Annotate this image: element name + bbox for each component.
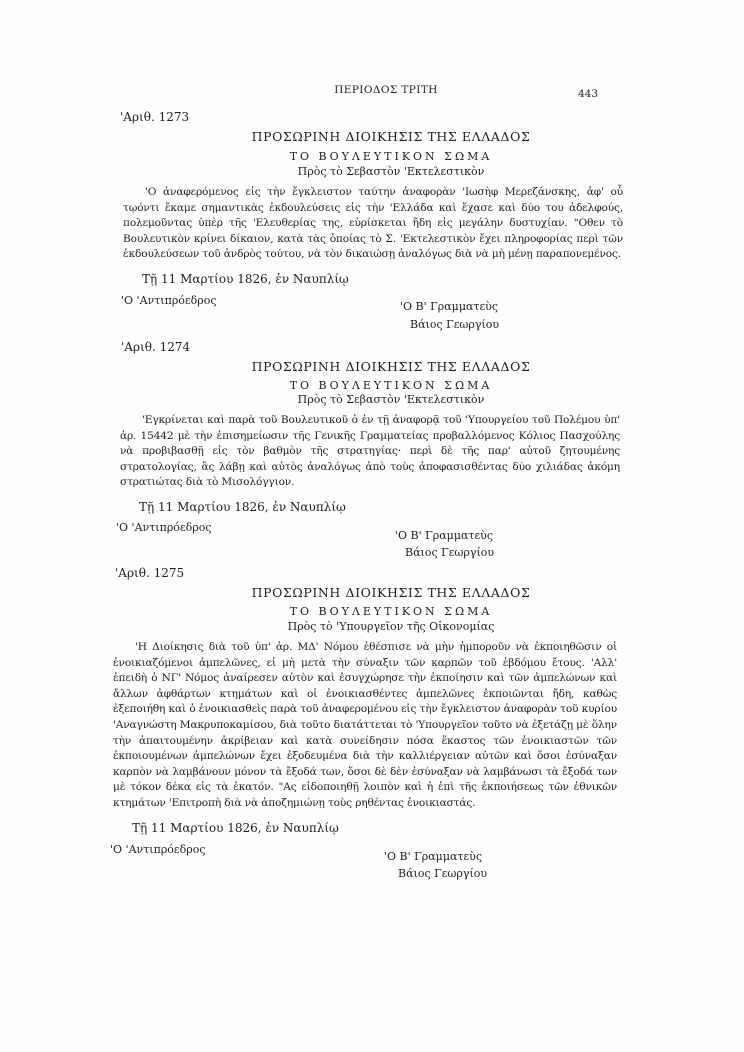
addressee: Πρὸς τὸ Σεβαστὸν 'Εκτελεστικὸν (297, 165, 485, 178)
vice-president-signature: 'Ο 'Αντιπρόεδρος (110, 843, 206, 856)
page-number: 443 (578, 88, 599, 100)
document-text: 'Εγκρίνεται καὶ παρὰ τοῦ Βουλευτικοῦ ὁ ἐν τῇ ἀναφορᾷ τοῦ 'Υπουργείου τοῦ Πολέμου ὑπ' ἀρ. 15442 μὲ τὴν ἐπισημείωσιν τῆς Γενικῆς Γραμματείας προβαλλόμενος Κόλιος Πασχούλης νὰ προβιβασθῇ εἰς τὸν βαθμὸν τῆς στρατηγίας· περὶ δὲ τῆς παρ' αὐτοῦ ζητουμένης στρατολογίας, ἂς λάβῃ καὶ αὐτὸς ἀναλόγως ἀπὸ τοὺς ἀποφασισθέντας δύο χιλιάδας ἀκόμη στρατιώτας διὰ τὸ Μισολόγγιον. (120, 414, 620, 489)
document-number: 'Αριθ. 1273 (120, 110, 190, 124)
government-heading: ΠΡΟΣΩΡΙΝΗ ΔΙΟΙΚΗΣΙΣ ΤΗΣ ΕΛΛΑΔΟΣ (251, 129, 531, 144)
addressee: Πρὸς τὸ 'Υπουργεῖον τῆς Οἰκονομίας (287, 620, 495, 633)
secretary-title: 'Ο Β' Γραμματεὺς (395, 529, 494, 542)
body-title: ΤΟ ΒΟΥΛΕΥΤΙΚΟΝ ΣΩΜΑ (289, 379, 493, 392)
body-title: ΤΟ ΒΟΥΛΕΥΤΙΚΟΝ ΣΩΜΑ (289, 150, 493, 163)
secretary-name: Βάιος Γεωργίου (410, 318, 500, 331)
secretary-title: 'Ο Β' Γραμματεὺς (384, 850, 483, 863)
addressee: Πρὸς τὸ Σεβαστὸν 'Εκτελεστικὸν (297, 393, 485, 406)
secretary-title: 'Ο Β' Γραμματεὺς (400, 300, 499, 313)
vice-president-signature: 'Ο 'Αντιπρόεδρος (116, 521, 212, 534)
document-number: 'Αριθ. 1275 (115, 566, 185, 580)
vice-president-signature: 'Ο 'Αντιπρόεδρος (121, 294, 217, 307)
government-heading: ΠΡΟΣΩΡΙΝΗ ΔΙΟΙΚΗΣΙΣ ΤΗΣ ΕΛΛΑΔΟΣ (251, 359, 531, 374)
body-title: ΤΟ ΒΟΥΛΕΥΤΙΚΟΝ ΣΩΜΑ (289, 605, 493, 618)
document-number: 'Αριθ. 1274 (121, 340, 191, 354)
document-text: 'Ο ἀναφερόμενος εἰς τὴν ἔγκλειστον ταύτην ἀναφορὰν 'Ιωσὴφ Μερεζάνσκης, ἀφ' οὗ τῳόντι ἔκαμε σημαντικὰς ἐκδουλεύσεις εἰς τὴν 'Ελλάδα καὶ ἔχασε καὶ δύο του ἀδελφούς, πολεμοῦντας ὑπὲρ τῆς 'Ελευθερίας της, εὑρίσκεται ἤδη εἰς μεγάλην δυστυχίαν. "Οθεν τὸ Βουλευτικὸν κρίνει δίκαιον, κατὰ τὰς ὁποίας τὸ Σ. 'Εκτελεστικὸν ἔχει πληροφορίας περὶ τῶν ἐκδουλεύσεων τοῦ ἀνδρὸς τούτου, νὰ τὸν δικαιώσῃ ἀναλόγως διὰ νὰ μὴ μένῃ παραπονεμένος. (123, 186, 623, 261)
government-heading: ΠΡΟΣΩΡΙΝΗ ΔΙΟΙΚΗΣΙΣ ΤΗΣ ΕΛΛΑΔΟΣ (251, 585, 531, 600)
secretary-name: Βάιος Γεωργίου (398, 867, 488, 880)
document-text: 'Η Διοίκησις διὰ τοῦ ὑπ' ἀρ. ΜΔ' Νόμου ἐθέσπισε νὰ μὴν ἠμποροῦν νὰ ἐκποιηθῶσιν οἱ ἐνοικιαζόμενοι ἀμπελῶνες, εἰ μὴ μετὰ τὴν σύναξιν τῶν καρπῶν τοῦ ἑβδόμου ἔτους. 'Αλλ' ἐπειδὴ ὁ ΝΓ' Νόμος ἀναίρεσεν αὐτὸν καὶ ἐσυγχώρησε τὴν ἐκποίησιν καὶ τῶν ἀμπελώνων καὶ ἄλλων ἀφθάρτων κτημάτων καὶ οἱ ἐνοικιασθέντες ἀμπελῶνες ἐκποιῶνται ἤδη, καθὼς ἐξεποιήθη καὶ ὁ ἐνοικιασθεὶς παρὰ τοῦ ἀναφερομένου εἰς τὴν ἔγκλειστον ἀναφορὰν τοῦ κυρίου 'Αναγνώστη Μακρυποκαμίσου, διὰ τοῦτο διατάττεται τὸ 'Υπουργεῖον τοῦτο νὰ ἐξετάζῃ μὲ ὅλην τὴν ἀπαιτουμένην ἀκρίβειαν καὶ κατὰ συνείδησιν πόσα ἕκαστος τῶν ἐνοικιαστῶν τῶν ἐκποιουμένων ἀμπελώνων ἔχει ἐξοδευμένα διὰ τὴν καλλιέργειαν αὐτῶν καὶ ὅσοι ἐσύναξαν καρπὸν νὰ λαμβάνουν μόνον τὰ ἔξοδά των, ὅσοι δὲ δὲν ἐσύναξαν νὰ λαμβάνωσι τὰ ἔξοδά των μὲ τόκον δέκα εἰς τὰ ἑκατόν. "Ας εἰδοποιηθῇ λοιπὸν καὶ ἡ ἐπὶ τῆς ἐκποιήσεως τῶν ἐθνικῶν κτημάτων 'Επιτροπὴ διὰ νὰ ἀποζημιώνῃ τοὺς ρηθέντας ἐνοικιαστάς. (113, 641, 617, 809)
dateline: Τῇ 11 Μαρτίου 1826, ἐν Ναυπλίῳ (139, 500, 346, 514)
secretary-name: Βάιος Γεωργίου (405, 546, 495, 559)
dateline: Τῇ 11 Μαρτίου 1826, ἐν Ναυπλίῳ (142, 272, 349, 286)
running-head: ΠΕΡΙΟΔΟΣ ΤΡΙΤΗ (334, 84, 438, 96)
dateline: Τῇ 11 Μαρτίου 1826, ἐν Ναυπλίῳ (132, 821, 339, 835)
